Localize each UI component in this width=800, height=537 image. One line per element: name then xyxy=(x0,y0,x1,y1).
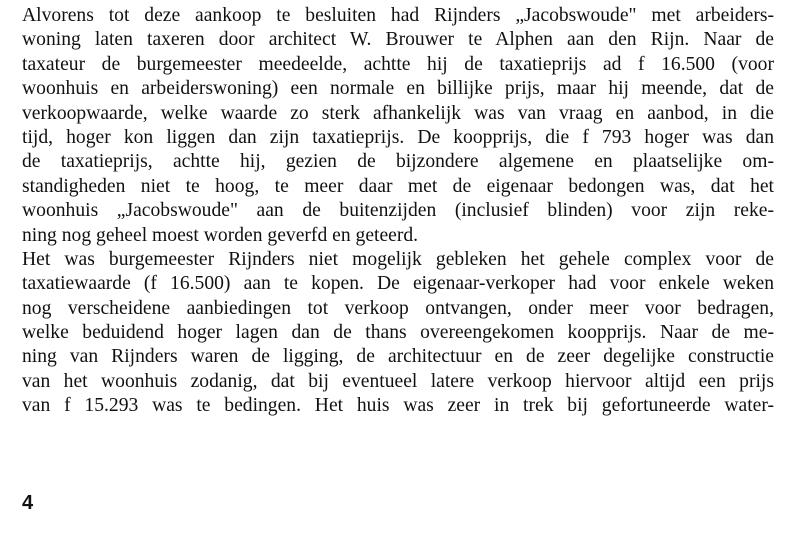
text-line: woonhuis „Jacobswoude" aan de buitenzijden (inclusief blinden) voor zijn reke- xyxy=(22,200,774,222)
text-line: taxateur de burgemeester meedeelde, achtte hij de taxatieprijs ad f 16.500 (voor xyxy=(22,53,774,75)
text-line: standigheden niet te hoog, te meer daar met de eigenaar bedongen was, dat het xyxy=(22,175,774,197)
paragraph-1 xyxy=(22,4,774,248)
text-line: van f 15.293 was te bedingen. Het huis was zeer in trek bij gefortuneerde water- xyxy=(22,395,774,417)
text-line: welke beduidend hoger lagen dan de thans overeengekomen koopprijs. Naar de me- xyxy=(22,322,774,344)
text-line: Het was burgemeester Rijnders niet mogelijk gebleken het gehele complex voor de xyxy=(22,248,774,270)
text-line: tijd, hoger kon liggen dan zijn taxatieprijs. De koopprijs, die f 793 hoger was dan xyxy=(22,126,774,148)
page-number: 4 xyxy=(22,492,34,514)
text-line: van het woonhuis zodanig, dat bij eventueel latere verkoop hiervoor altijd een prijs xyxy=(22,370,774,392)
text-line: de taxatieprijs, achtte hij, gezien de bijzondere algemene en plaatselijke om- xyxy=(22,151,774,173)
text-line: woonhuis en arbeiderswoning) een normale en billijke prijs, maar hij meende, dat de xyxy=(22,78,774,100)
document-page xyxy=(22,4,774,419)
text-line: ning nog geheel moest worden geverfd en geteerd. xyxy=(22,224,419,246)
text-line: nog verscheidene aanbiedingen tot verkoop ontvangen, onder meer voor bedragen, xyxy=(22,297,774,319)
text-line: verkoopwaarde, welke waarde zo sterk afhankelijk was van vraag en aanbod, in die xyxy=(22,102,774,124)
text-line: taxatiewaarde (f 16.500) aan te kopen. De eigenaar-verkoper had voor enkele weken xyxy=(22,273,774,295)
text-line: ning van Rijnders waren de ligging, de architectuur en de zeer degelijke constructie xyxy=(22,346,774,368)
text-line: woning laten taxeren door architect W. Brouwer te Alphen aan den Rijn. Naar de xyxy=(22,29,774,51)
text-line: Alvorens tot deze aankoop te besluiten had Rijnders „Jacobswoude" met arbeiders- xyxy=(22,5,774,26)
paragraph-2 xyxy=(22,248,774,419)
